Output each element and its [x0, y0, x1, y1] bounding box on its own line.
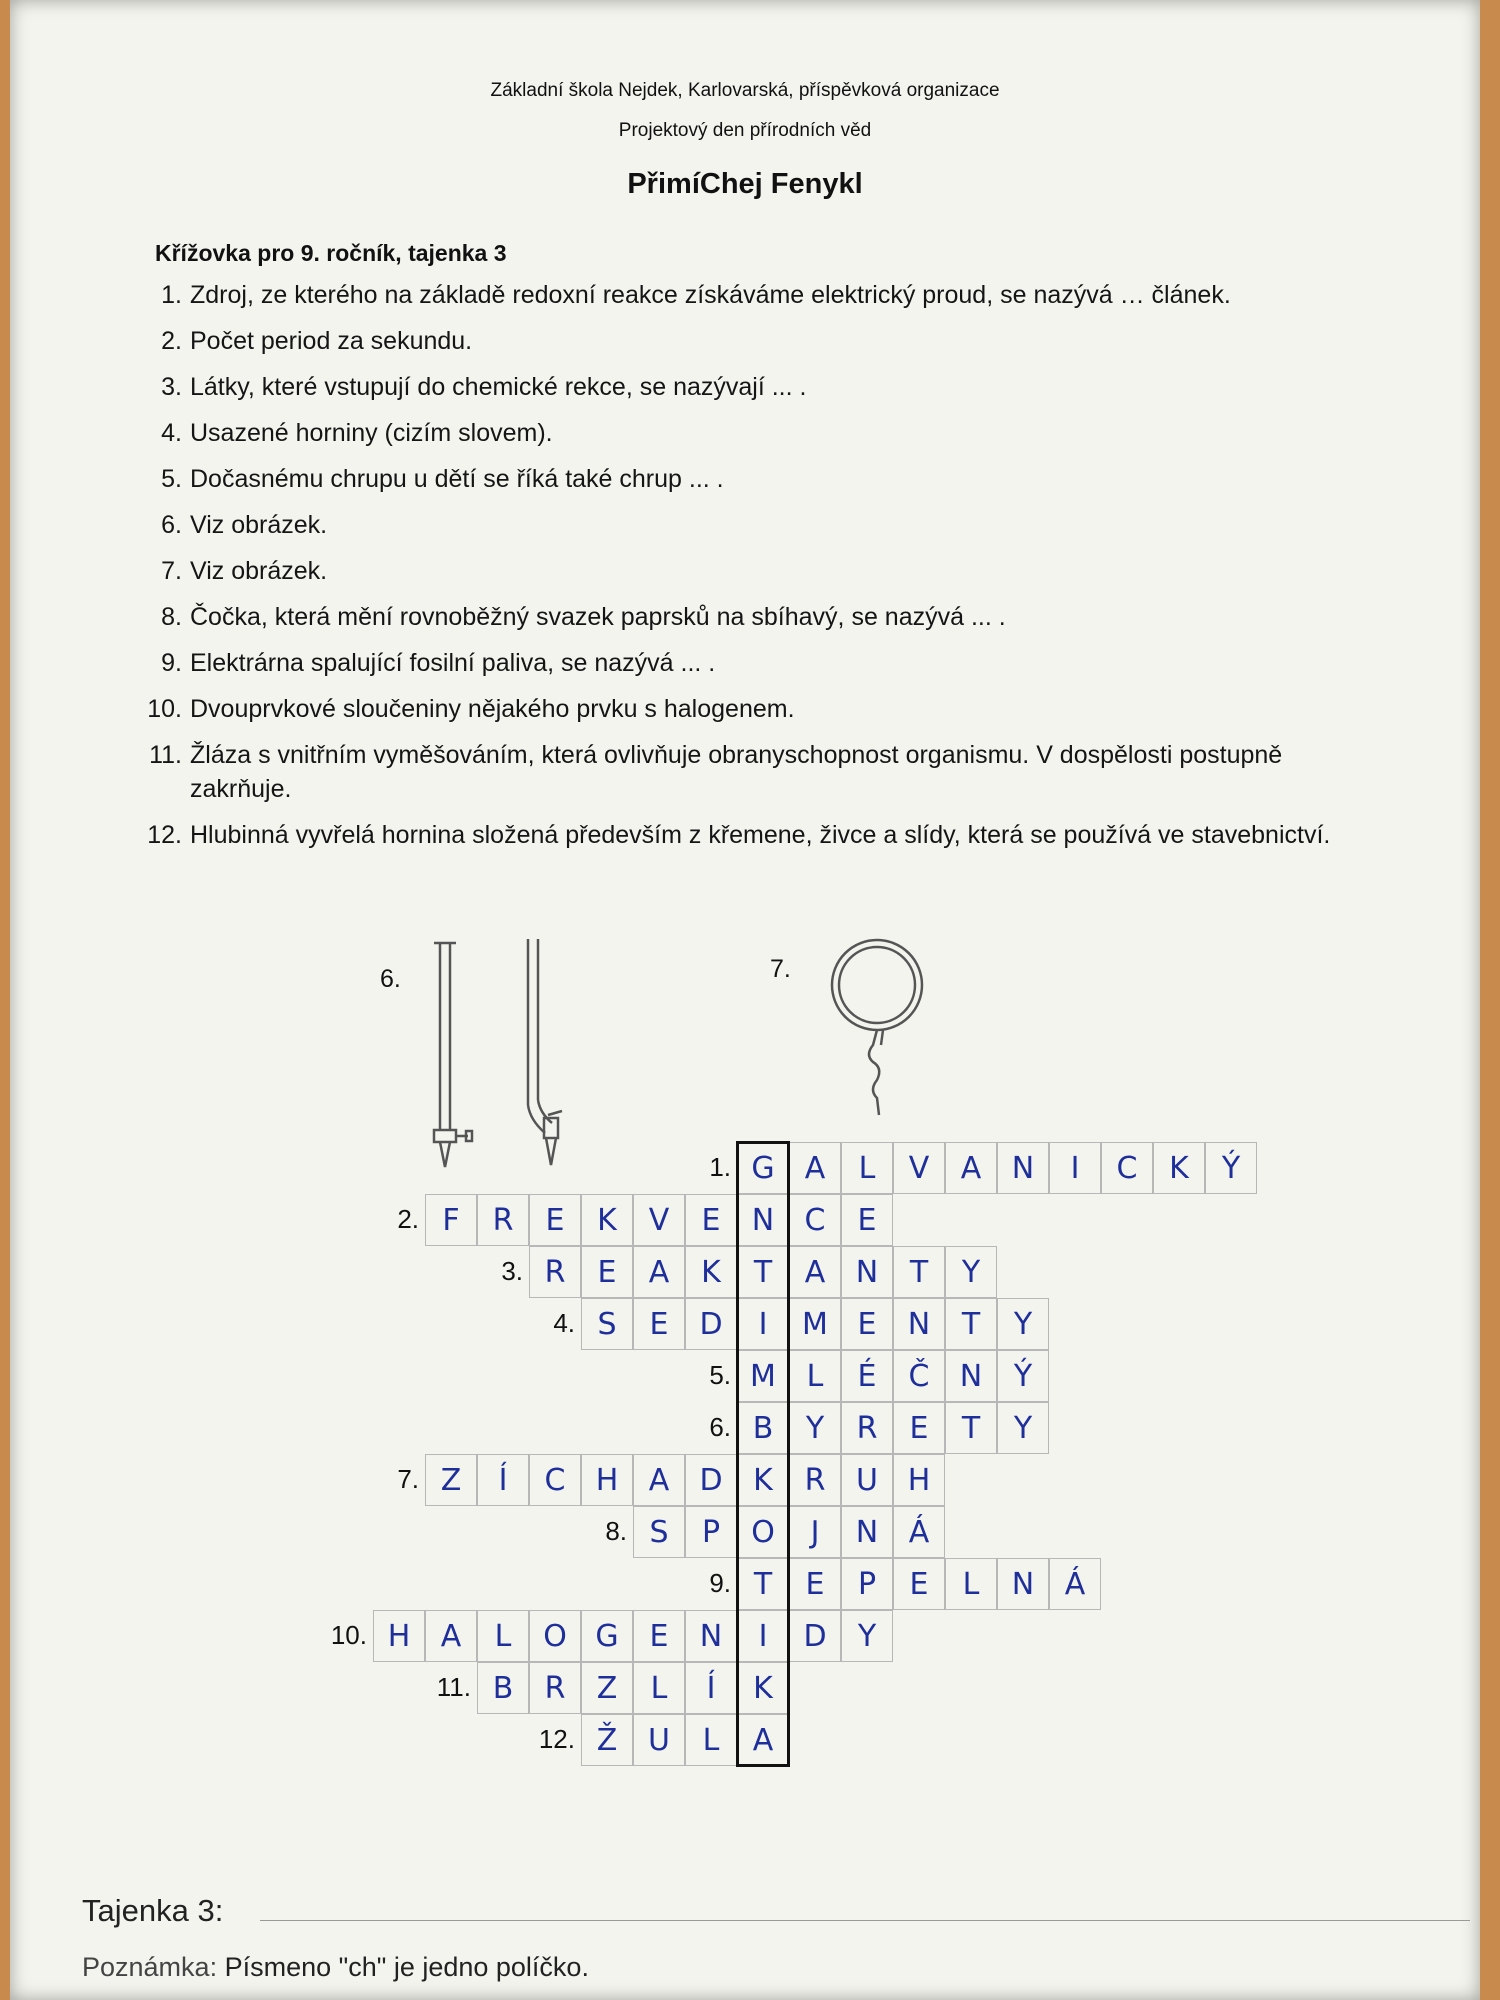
row-number: 7. [397, 1464, 419, 1494]
clue-item [138, 462, 1378, 496]
crossword-cell[interactable]: E [633, 1610, 685, 1662]
crossword-cell[interactable]: Ý [1205, 1142, 1257, 1194]
crossword-cell[interactable]: R [529, 1246, 581, 1298]
crossword-cell[interactable]: H [373, 1610, 425, 1662]
crossword-cell[interactable]: Y [789, 1402, 841, 1454]
crossword-cell[interactable]: K [685, 1246, 737, 1298]
crossword-cell[interactable]: R [841, 1402, 893, 1454]
crossword-cell[interactable]: N [685, 1610, 737, 1662]
clue-number: 1. [161, 281, 182, 309]
crossword-cell[interactable]: B [477, 1662, 529, 1714]
crossword-cell[interactable]: K [581, 1194, 633, 1246]
row-number: 3. [501, 1256, 523, 1286]
clue-text: Usazené horniny (cizím slovem). [190, 419, 553, 447]
worksheet-paper [10, 0, 1480, 2000]
clue-text: Viz obrázek. [190, 557, 328, 585]
row-number: 11. [436, 1672, 471, 1702]
crossword-cell[interactable]: D [685, 1298, 737, 1350]
footnote [82, 1952, 589, 1983]
crossword-cell[interactable]: T [737, 1246, 789, 1298]
crossword-cell[interactable]: I [737, 1298, 789, 1350]
row-number: 1. [709, 1152, 731, 1182]
crossword-cell[interactable]: N [841, 1506, 893, 1558]
crossword-cell[interactable]: T [737, 1558, 789, 1610]
crossword-cell[interactable]: T [945, 1402, 997, 1454]
clue-item [138, 600, 1378, 634]
crossword-cell[interactable]: F [425, 1194, 477, 1246]
clue-item [138, 278, 1378, 312]
crossword-cell[interactable]: Z [425, 1454, 477, 1506]
crossword-cell[interactable]: H [893, 1454, 945, 1506]
clue-text: Dvouprvkové sloučeniny nějakého prvku s halogenem. [190, 695, 795, 723]
crossword-cell[interactable]: Á [1049, 1558, 1101, 1610]
row-number: 8. [605, 1516, 627, 1546]
clue-item [138, 324, 1378, 358]
crossword-cell[interactable]: D [789, 1610, 841, 1662]
project-name: Projektový den přírodních věd [618, 120, 872, 141]
crossword-cell[interactable]: E [893, 1558, 945, 1610]
crossword-cell[interactable]: A [737, 1714, 789, 1766]
crossword-cell[interactable]: D [685, 1454, 737, 1506]
clue-item [138, 692, 1378, 726]
crossword-cell[interactable]: A [633, 1454, 685, 1506]
crossword-cell[interactable]: Z [581, 1662, 633, 1714]
row-number: 2. [397, 1204, 419, 1234]
crossword-cell[interactable]: C [789, 1194, 841, 1246]
crossword-cell[interactable]: N [945, 1350, 997, 1402]
crossword-cell[interactable]: M [737, 1350, 789, 1402]
crossword-cell[interactable]: A [425, 1610, 477, 1662]
crossword-cell[interactable]: U [841, 1454, 893, 1506]
clue-text: Látky, které vstupují do chemické rekce, se nazývají ... . [190, 373, 807, 401]
crossword-cell[interactable]: L [841, 1142, 893, 1194]
clue-item [138, 646, 1378, 680]
clue-text: Dočasnému chrupu u dětí se říká také chrup ... . [190, 465, 724, 493]
crossword-cell[interactable]: Y [997, 1298, 1049, 1350]
clue-text: Hlubinná vyvřelá hornina složená především z křemene, živce a slídy, která se používá ve stavebnictví. [190, 821, 1331, 849]
burette-icon [420, 935, 590, 1175]
row-number: 6. [709, 1412, 731, 1442]
crossword-cell[interactable]: Í [477, 1454, 529, 1506]
crossword-cell[interactable]: Á [893, 1506, 945, 1558]
crossword-cell[interactable]: Y [945, 1246, 997, 1298]
crossword-cell[interactable]: L [945, 1558, 997, 1610]
picture-6-label: 6. [380, 965, 401, 993]
crossword-cell[interactable]: L [789, 1350, 841, 1402]
crossword-cell[interactable]: G [737, 1142, 789, 1194]
clue-text: Čočka, která mění rovnoběžný svazek paprsků na sbíhavý, se nazývá ... . [190, 603, 1006, 631]
clue-item [138, 818, 1378, 852]
crossword-cell[interactable]: E [841, 1194, 893, 1246]
clue-text: Počet period za sekundu. [190, 327, 473, 355]
crossword-cell[interactable]: L [633, 1662, 685, 1714]
crossword-cell[interactable]: N [841, 1246, 893, 1298]
crossword-cell[interactable]: T [893, 1246, 945, 1298]
clue-item [138, 508, 1378, 542]
crossword-cell[interactable]: N [737, 1194, 789, 1246]
crossword-cell[interactable]: I [1049, 1142, 1101, 1194]
crossword-cell[interactable]: Ý [997, 1350, 1049, 1402]
crossword-cell[interactable]: L [477, 1610, 529, 1662]
clue-number: 8. [161, 603, 182, 631]
clue-number: 10. [147, 695, 182, 723]
clue-item [138, 416, 1378, 450]
clue-number: 11. [149, 741, 182, 769]
row-number: 10. [330, 1620, 367, 1650]
crossword-cell[interactable]: A [789, 1142, 841, 1194]
crossword-cell[interactable]: C [1101, 1142, 1153, 1194]
clue-number: 7. [161, 557, 182, 585]
row-number: 9. [709, 1568, 731, 1598]
crossword-cell[interactable]: E [685, 1194, 737, 1246]
crossword-cell[interactable]: E [529, 1194, 581, 1246]
crossword-cell[interactable]: R [789, 1454, 841, 1506]
picture-7-label: 7. [770, 955, 791, 983]
crossword-cell[interactable]: S [581, 1298, 633, 1350]
crossword-cell[interactable]: E [789, 1558, 841, 1610]
crossword-cell[interactable]: A [789, 1246, 841, 1298]
crossword-subtitle: Křížovka pro 9. ročník, tajenka 3 [155, 240, 507, 266]
crossword-cell[interactable]: K [737, 1662, 789, 1714]
clue-number: 3. [161, 373, 182, 401]
crossword-cell[interactable]: I [737, 1610, 789, 1662]
crossword-cell[interactable]: S [633, 1506, 685, 1558]
crossword-cell[interactable]: K [737, 1454, 789, 1506]
crossword-cell[interactable]: H [581, 1454, 633, 1506]
crossword-cell[interactable]: É [841, 1350, 893, 1402]
crossword-cell[interactable]: O [737, 1506, 789, 1558]
crossword-cell[interactable]: V [633, 1194, 685, 1246]
clue-number: 9. [161, 649, 182, 677]
crossword-cell[interactable]: U [633, 1714, 685, 1766]
crossword-cell[interactable]: Y [997, 1402, 1049, 1454]
crossword-cell[interactable]: G [581, 1610, 633, 1662]
clue-text: Viz obrázek. [190, 511, 328, 539]
row-number: 4. [553, 1308, 575, 1338]
clue-item [138, 370, 1378, 404]
clue-item [138, 738, 1378, 806]
clue-list [138, 278, 1378, 864]
tajenka-label: Tajenka 3: [82, 1893, 224, 1928]
clue-text: Žláza s vnitřním vyměšováním, která ovlivňuje obranyschopnost organismu. V dospělosti postupně zakrňuje. [190, 741, 1283, 803]
crossword-cell[interactable]: Č [893, 1350, 945, 1402]
crossword-cell[interactable]: P [841, 1558, 893, 1610]
crossword-cell[interactable]: M [789, 1298, 841, 1350]
crossword-cell[interactable]: B [737, 1402, 789, 1454]
crossword-cell[interactable]: K [1153, 1142, 1205, 1194]
tajenka-answer-line[interactable] [260, 1920, 1470, 1921]
row-number: 12. [538, 1724, 575, 1754]
crossword-cell[interactable]: R [529, 1662, 581, 1714]
clue-number: 2. [161, 327, 182, 355]
crossword-cell[interactable]: T [945, 1298, 997, 1350]
school-name: Základní škola Nejdek, Karlovarská, příspěvková organizace [490, 80, 1000, 101]
clue-number: 6. [161, 511, 182, 539]
clue-text: Elektrárna spalující fosilní paliva, se nazývá ... . [190, 649, 716, 677]
crossword-cell[interactable]: A [633, 1246, 685, 1298]
clue-item [138, 554, 1378, 588]
crossword-cell[interactable]: E [633, 1298, 685, 1350]
clue-text: Zdroj, ze kterého na základě redoxní reakce získáváme elektrický proud, se nazývá … článek. [190, 281, 1231, 309]
crossword-cell[interactable]: Y [841, 1610, 893, 1662]
crossword-cell[interactable]: R [477, 1194, 529, 1246]
footnote-text: Písmeno "ch" je jedno políčko. [217, 1952, 589, 1982]
crossword-cell[interactable]: V [893, 1142, 945, 1194]
crossword-cell[interactable]: E [581, 1246, 633, 1298]
iron-ring-icon [825, 930, 935, 1120]
crossword-cell[interactable]: L [685, 1714, 737, 1766]
crossword-cell[interactable]: J [789, 1506, 841, 1558]
crossword-cell[interactable]: P [685, 1506, 737, 1558]
crossword-cell[interactable]: N [997, 1142, 1049, 1194]
secret-column [736, 1141, 790, 1767]
row-number: 5. [709, 1360, 731, 1390]
crossword-cell[interactable]: Ž [581, 1714, 633, 1766]
crossword-cell[interactable]: N [893, 1298, 945, 1350]
clue-number: 12. [147, 821, 182, 849]
worksheet-title: PřimíChej Fenykl [627, 168, 863, 200]
clue-number: 5. [161, 465, 182, 493]
crossword-cell[interactable]: A [945, 1142, 997, 1194]
crossword-cell[interactable]: C [529, 1454, 581, 1506]
crossword-cell[interactable]: E [841, 1298, 893, 1350]
clue-number: 4. [161, 419, 182, 447]
crossword-cell[interactable]: Í [685, 1662, 737, 1714]
footnote-label: Poznámka: [82, 1952, 218, 1982]
crossword-cell[interactable]: O [529, 1610, 581, 1662]
crossword-cell[interactable]: N [997, 1558, 1049, 1610]
crossword-cell[interactable]: E [893, 1402, 945, 1454]
